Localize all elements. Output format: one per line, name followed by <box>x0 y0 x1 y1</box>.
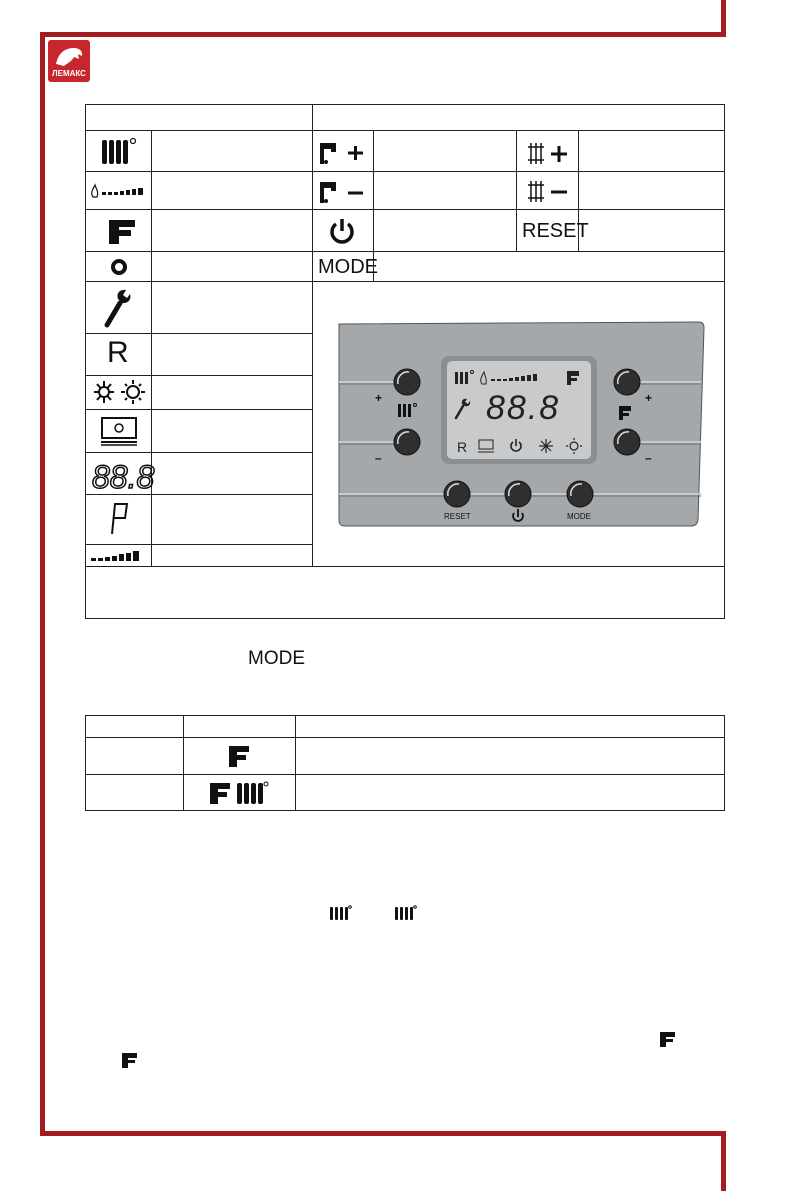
circle-icon <box>108 256 130 278</box>
tap-minus-button-icon <box>318 177 370 205</box>
row-line <box>85 130 725 131</box>
wrench-icon <box>102 287 132 329</box>
r-letter-icon: R <box>107 336 129 369</box>
tap-icon <box>658 1029 678 1049</box>
lion-logo-icon <box>48 40 90 70</box>
tap-icon <box>120 1050 140 1070</box>
col-line <box>183 715 184 811</box>
segment-display-icon <box>90 457 155 495</box>
snow-sun-icon <box>91 378 147 406</box>
page-frame-left <box>40 32 45 1136</box>
svg-text:–: – <box>645 451 652 465</box>
svg-text:R: R <box>457 439 468 455</box>
svg-text:RESET: RESET <box>444 512 471 521</box>
logo-text: ЛЕМАКС <box>52 69 86 78</box>
tap-plus-button-icon <box>318 138 370 166</box>
page-frame-bottom-right <box>721 1131 726 1191</box>
svg-text:+: + <box>645 391 653 405</box>
row-line <box>85 737 725 738</box>
page-frame-bottom <box>40 1131 726 1136</box>
svg-text:+: + <box>375 391 383 405</box>
svg-text:88.8: 88.8 <box>92 459 155 495</box>
row-line <box>85 281 725 282</box>
row-line <box>85 566 725 567</box>
mode-button-label: MODE <box>318 256 378 278</box>
tap-icon <box>105 216 139 246</box>
radiator-icon <box>393 904 417 922</box>
row-line <box>85 774 725 775</box>
flame-level-icon <box>89 181 149 199</box>
radiator-icon <box>328 904 352 922</box>
lcd-value: 88.8 <box>486 389 561 427</box>
p-letter-icon <box>107 500 133 538</box>
radiator-minus-button-icon <box>527 178 573 204</box>
row-line <box>85 452 312 453</box>
row-line <box>85 171 725 172</box>
row-line <box>85 251 725 252</box>
modes-table-border <box>85 715 725 811</box>
col-line <box>312 104 313 566</box>
row-line <box>85 544 312 545</box>
radiator-icon <box>100 137 140 167</box>
tap-icon <box>226 742 252 770</box>
level-bars-icon <box>89 548 149 564</box>
control-panel <box>331 320 706 530</box>
page-frame-top <box>40 32 726 37</box>
svg-text:MODE: MODE <box>567 512 591 521</box>
brand-logo <box>48 40 90 82</box>
power-button-icon <box>327 216 357 246</box>
tap-radiator-icon <box>207 779 269 807</box>
row-line <box>85 333 312 334</box>
col-line <box>295 715 296 811</box>
radiator-plus-button-icon <box>527 140 573 166</box>
page-frame-top-right <box>721 0 726 37</box>
col-line <box>151 130 152 566</box>
display-icon <box>99 415 139 447</box>
row-line <box>85 375 312 376</box>
control-panel-drawing <box>331 320 706 530</box>
reset-button-label: RESET <box>522 220 589 242</box>
row-line <box>85 209 725 210</box>
svg-text:–: – <box>375 451 382 465</box>
col-line <box>516 130 517 251</box>
mode-inline-label: MODE <box>248 648 305 669</box>
row-line <box>85 409 312 410</box>
